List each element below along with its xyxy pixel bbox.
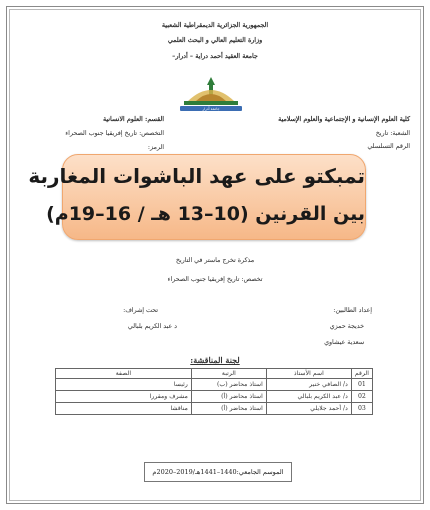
row-role: مشرف ومقررا: [56, 391, 192, 403]
row-role: رئيسا: [56, 379, 192, 391]
row-rank: استاذ محاضر (أ): [191, 391, 266, 403]
row-role: مناقشا: [56, 403, 192, 415]
col-header-role: الصفة: [56, 369, 192, 379]
row-name: د/ أحمد جلايلي: [266, 403, 351, 415]
republic-heading: الجمهورية الجزائرية الديمقراطية الشعبية: [161, 22, 269, 29]
table-row: [56, 391, 373, 403]
table-row: [56, 403, 373, 415]
code-label: الرمز:: [147, 144, 164, 151]
committee-table: [55, 368, 373, 415]
university-logo: [170, 73, 252, 113]
branch-label: الشعبة: تاريخ: [375, 130, 410, 137]
row-rank: استاذ محاضر (أ): [191, 403, 266, 415]
faculty-label: كلية العلوم الإنسانية و الإجتماعية والعلوم الإسلامية: [278, 116, 410, 123]
col-header-number: الرقم: [351, 369, 372, 379]
table-row: [56, 379, 373, 391]
committee-heading: لجنة المناقشة:: [190, 355, 240, 365]
university-heading: جامعة العقيد أحمد دراية – أدرار–: [172, 53, 258, 60]
ministry-heading: وزارة التعليم العالي و البحث العلمي: [167, 37, 263, 44]
department-label: القسم: العلوم الانسانية: [103, 116, 164, 123]
supervisor-name: د عبد الكريم بلبالي: [127, 323, 177, 330]
row-name: د/ الصافي خنير: [266, 379, 351, 391]
row-number: 03: [351, 403, 372, 415]
row-number: 02: [351, 391, 372, 403]
specialty-label: التخصص: تاريخ إفريقيا جنوب الصحراء: [65, 130, 164, 137]
row-name: د/ عبد الكريم بلبالي: [266, 391, 351, 403]
serial-label: الرقم التسلسلي: [367, 143, 410, 150]
memo-specialty: تخصص: تاريخ إفريقيا جنوب الصحراء: [167, 276, 263, 283]
student-name-2: سعدية عيشاوي: [324, 339, 364, 346]
title-line-2: بين القرنين (10–13 هـ / 16–19م): [46, 203, 365, 225]
col-header-name: اسم الأستاذ: [266, 369, 351, 379]
students-label: إعداد الطالبين:: [333, 307, 372, 314]
row-rank: استاذ محاضر (ب): [191, 379, 266, 391]
memo-type: مذكرة تخرج ماستر في التاريخ: [175, 257, 255, 264]
committee-header-row: [56, 369, 373, 379]
col-header-rank: الرتبة: [191, 369, 266, 379]
student-name-1: خديجة حمزي: [329, 323, 364, 330]
logo-text: جامعة أدرار: [202, 107, 220, 111]
academic-season: الموسم الجامعي:1440–1441هـ/2019–2020م: [144, 462, 292, 482]
title-banner: [28, 154, 366, 240]
row-number: 01: [351, 379, 372, 391]
supervisor-label: تحت إشراف:: [123, 307, 158, 314]
title-line-1: تمبكتو على عهد الباشوات المغاربة: [28, 164, 365, 188]
